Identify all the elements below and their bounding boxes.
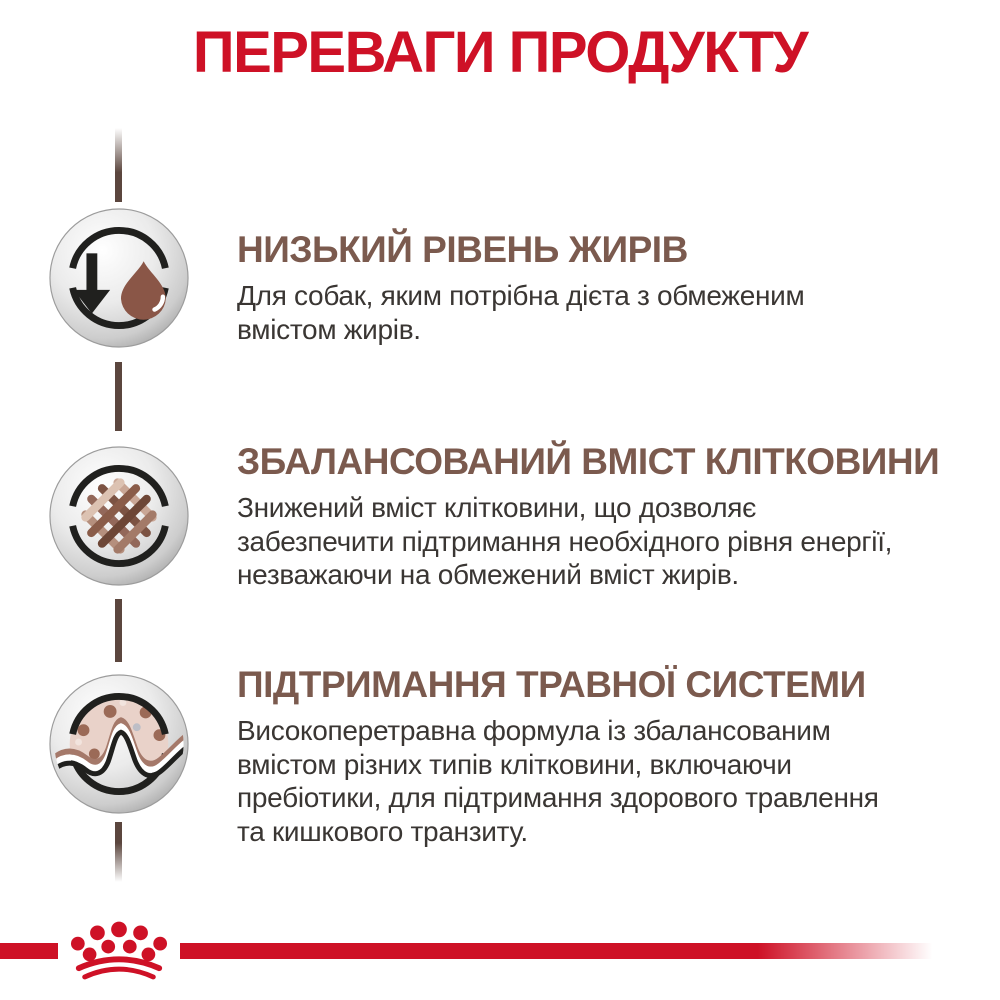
timeline-segment — [115, 822, 122, 882]
royal-canin-crown-logo — [70, 921, 168, 980]
benefit-text-line: незважаючи на обмежений вміст жирів. — [237, 559, 739, 591]
benefit-text-line: забезпечити підтримання необхідного рівня енергії, — [237, 525, 893, 557]
benefit-text-line: та кишкового транзиту. — [237, 815, 528, 847]
benefit-section-low-fat — [237, 229, 985, 346]
benefit-text-line: Високоперетравна формула із збалансованим — [237, 715, 831, 747]
footer-red-bar-right — [180, 943, 940, 959]
timeline-segment — [115, 599, 122, 662]
benefit-section-digestive — [237, 664, 985, 848]
benefit-section-fiber — [237, 441, 985, 592]
page-title: ПЕРЕВАГИ ПРОДУКТУ — [192, 20, 808, 85]
benefit-heading: ПІДТРИМАННЯ ТРАВНОЇ СИСТЕМИ — [237, 664, 866, 705]
benefit-text-line: Знижений вміст клітковини, що дозволяє — [237, 492, 757, 524]
digestive-support-icon — [48, 673, 190, 815]
timeline-segment — [115, 128, 122, 202]
footer-red-bar-left — [0, 943, 58, 959]
benefit-heading: ЗБАЛАНСОВАНИЙ ВМІСТ КЛІТКОВИНИ — [237, 441, 940, 482]
low-fat-level-icon — [48, 207, 190, 349]
benefit-text-line: Для собак, яким потрібна дієта з обмеженим — [237, 280, 805, 312]
benefit-heading: НИЗЬКИЙ РІВЕНЬ ЖИРІВ — [237, 229, 688, 270]
benefit-text-line: вмістом жирів. — [237, 313, 421, 345]
benefit-text-line: вмістом різних типів клітковини, включаючи — [237, 748, 792, 780]
balanced-fiber-content-icon — [48, 445, 190, 587]
benefit-text-line: пребіотики, для підтримання здорового травлення — [237, 782, 879, 814]
timeline-segment — [115, 362, 122, 431]
